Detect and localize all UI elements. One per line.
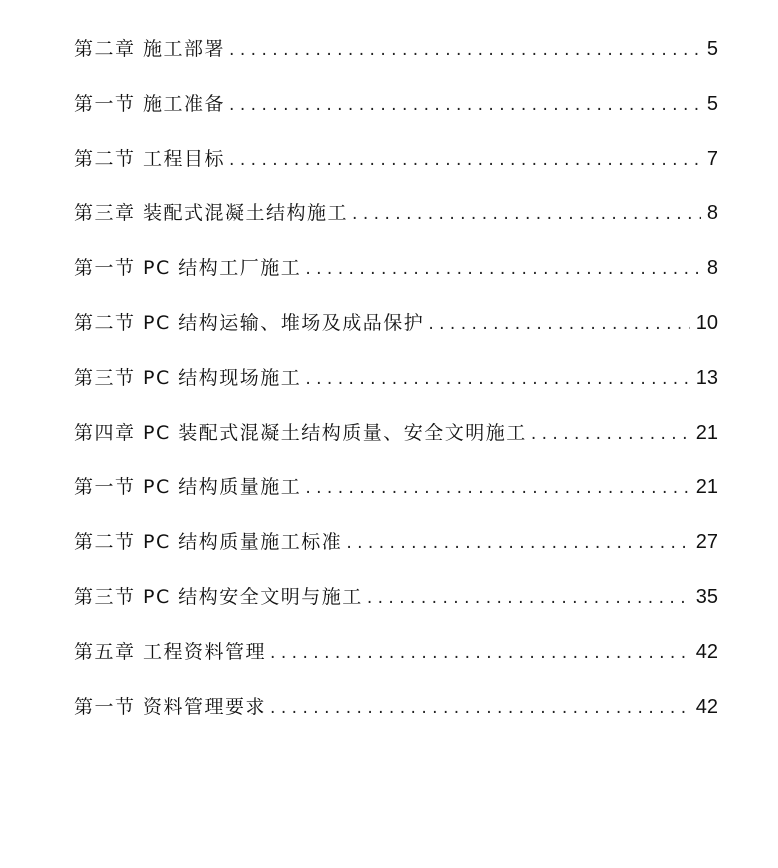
toc-entry-page: 35	[695, 585, 718, 608]
toc-entry[interactable]	[74, 523, 718, 578]
toc-dot-leader	[270, 689, 690, 727]
toc-entry-title: 第三节 PC 结构现场施工	[74, 366, 302, 389]
toc-entry[interactable]	[74, 688, 718, 743]
toc-entry-title: 第二节 PC 结构质量施工标准	[74, 531, 343, 554]
toc-dot-leader	[352, 195, 701, 233]
toc-entry[interactable]	[74, 359, 718, 414]
toc-entry-title: 第三章 装配式混凝土结构施工	[74, 202, 349, 225]
toc-entry-page: 27	[695, 531, 718, 554]
toc-dot-leader	[428, 305, 689, 343]
toc-entry[interactable]	[74, 578, 718, 633]
toc-entry[interactable]	[74, 633, 718, 688]
toc-entry[interactable]	[74, 414, 718, 469]
toc-entry-title: 第五章 工程资料管理	[74, 640, 267, 663]
toc-entry-title: 第一节 PC 结构质量施工	[74, 476, 302, 499]
toc-entry[interactable]	[74, 468, 718, 523]
toc-entry-page: 5	[706, 38, 718, 60]
toc-entry-page: 21	[695, 476, 718, 499]
toc-entry-page: 8	[706, 202, 718, 225]
toc-entry-title: 第三节 PC 结构安全文明与施工	[74, 585, 363, 608]
toc-entry-title: 第一节 PC 结构工厂施工	[74, 257, 302, 280]
toc-entry[interactable]	[74, 30, 718, 85]
toc-entry-title: 第二节 工程目标	[74, 147, 226, 170]
toc-dot-leader	[305, 250, 701, 288]
toc-entry-page: 7	[706, 147, 718, 170]
toc-entry[interactable]	[74, 304, 718, 359]
toc-entry[interactable]	[74, 85, 718, 140]
table-of-contents	[74, 30, 718, 742]
toc-dot-leader	[229, 86, 701, 124]
toc-entry-page: 10	[695, 311, 718, 334]
toc-dot-leader	[531, 415, 690, 453]
toc-entry-page: 8	[706, 257, 718, 280]
toc-entry-page: 13	[695, 366, 718, 389]
toc-dot-leader	[270, 634, 690, 672]
toc-entry-page: 42	[695, 695, 718, 718]
toc-dot-leader	[305, 469, 689, 507]
toc-entry-page: 5	[706, 92, 718, 115]
toc-entry[interactable]	[74, 194, 718, 249]
toc-entry-title: 第四章 PC 装配式混凝土结构质量、安全文明施工	[74, 421, 527, 444]
toc-dot-leader	[346, 524, 689, 562]
toc-entry-page: 21	[695, 421, 718, 444]
toc-entry-title: 第二章 施工部署	[74, 38, 226, 60]
toc-entry[interactable]	[74, 249, 718, 304]
toc-dot-leader	[367, 579, 690, 617]
toc-entry-title: 第二节 PC 结构运输、堆场及成品保护	[74, 311, 425, 334]
toc-dot-leader	[229, 31, 701, 69]
toc-dot-leader	[305, 360, 689, 398]
toc-dot-leader	[229, 141, 701, 179]
toc-entry-title: 第一节 资料管理要求	[74, 695, 267, 718]
toc-entry-page: 42	[695, 640, 718, 663]
toc-entry-title: 第一节 施工准备	[74, 92, 226, 115]
toc-entry[interactable]	[74, 140, 718, 195]
